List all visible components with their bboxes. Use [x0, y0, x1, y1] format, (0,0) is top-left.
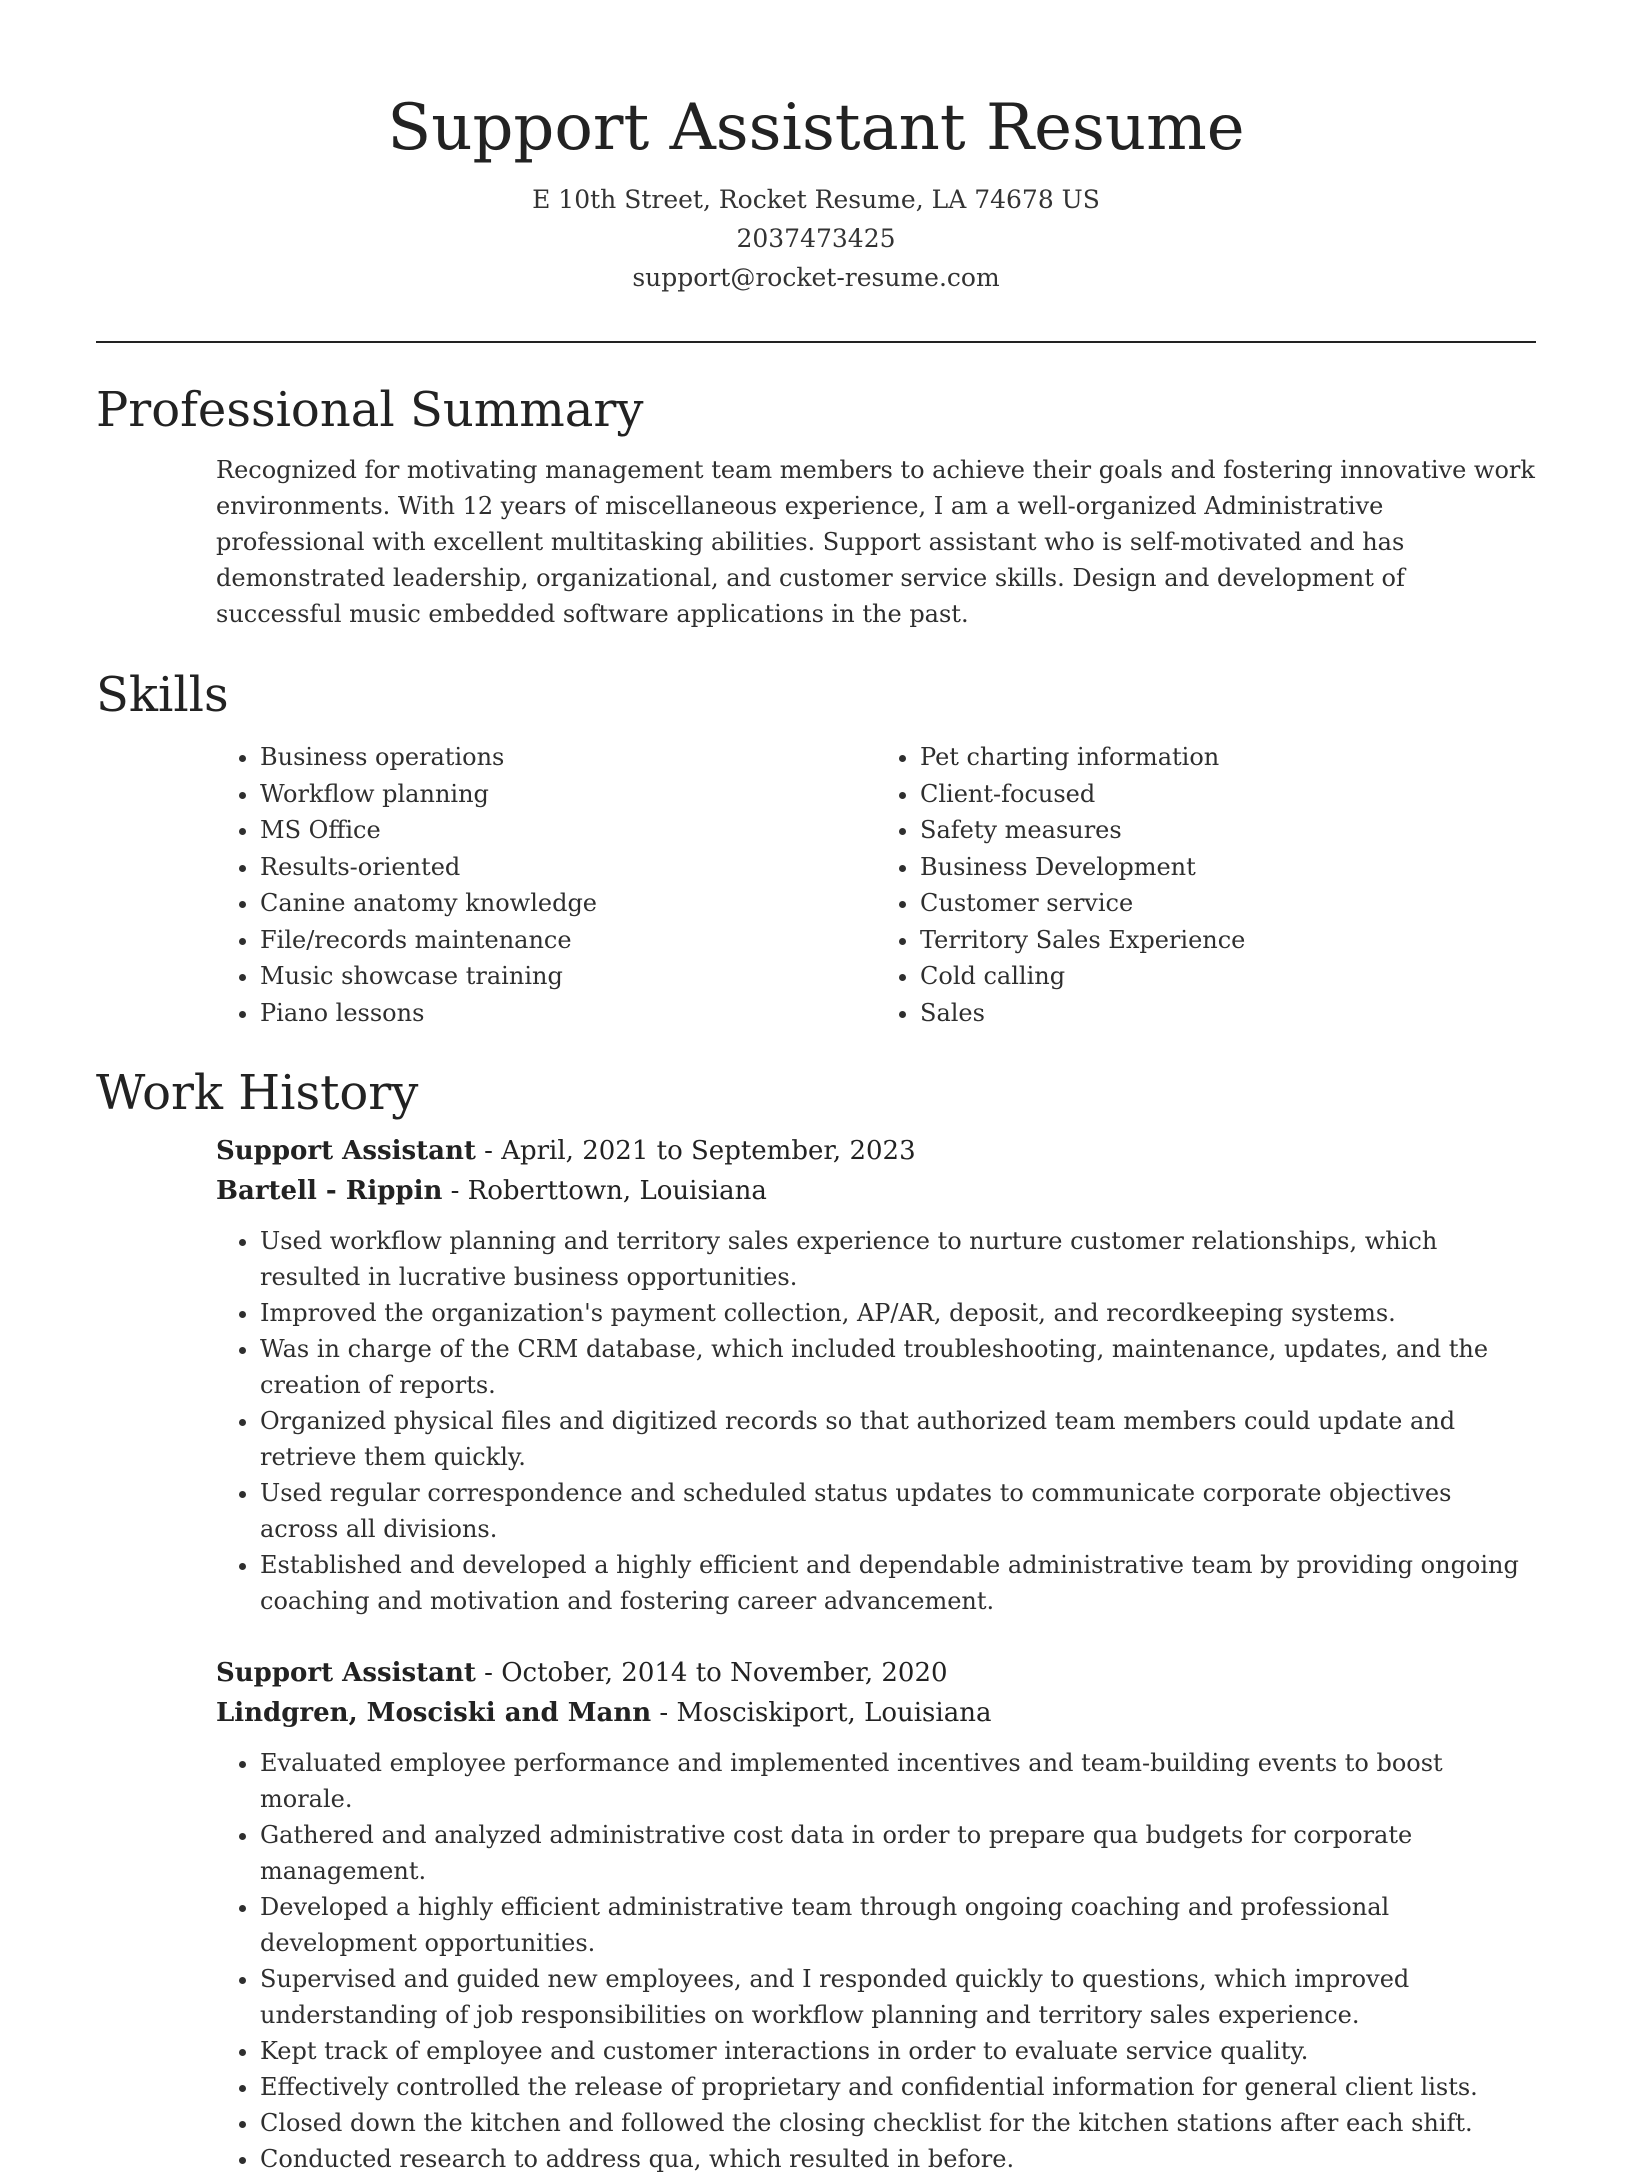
job-dates: - October, 2014 to November, 2020	[475, 1658, 948, 1688]
job-bullet: • Effectively controlled the release of proprietary and confidential information for general client lists.	[260, 2069, 1536, 2105]
job-title-line	[216, 1131, 1536, 1171]
job-bullet: • Kept track of employee and customer interactions in order to evaluate service quality.	[260, 2033, 1536, 2069]
job-bullet: • Was in charge of the CRM database, which included troubleshooting, maintenance, updates, and the creation of reports.	[260, 1331, 1536, 1403]
skill-item: • Cold calling	[920, 958, 1536, 995]
skill-item: • MS Office	[260, 812, 876, 849]
job-bullets	[216, 1745, 1536, 2177]
job-bullet: • Improved the organization's payment collection, AP/AR, deposit, and recordkeeping systems.	[260, 1295, 1536, 1331]
skill-item: • Piano lessons	[260, 995, 876, 1032]
job-bullet: • Used workflow planning and territory sales experience to nurture customer relationships, which resulted in lucrative business opportunities.	[260, 1223, 1536, 1295]
work-history-heading: Work History	[96, 1065, 419, 1121]
job-company-line	[216, 1171, 1536, 1211]
job-bullet: • Conducted research to address qua, which resulted in before.	[260, 2141, 1536, 2177]
job-company: Bartell - Rippin	[216, 1176, 443, 1206]
job-role: Support Assistant	[216, 1658, 476, 1688]
skill-item: • Territory Sales Experience	[920, 922, 1536, 959]
job-bullet: • Used regular correspondence and scheduled status updates to communicate corporate objectives across all divisions.	[260, 1475, 1536, 1547]
skill-item: • Client-focused	[920, 776, 1536, 813]
skills-left-column	[216, 739, 876, 1031]
job-bullet: • Evaluated employee performance and implemented incentives and team-building events to boost morale.	[260, 1745, 1536, 1817]
summary-content	[216, 452, 1536, 632]
skill-item: • Pet charting information	[920, 739, 1536, 776]
resume-header	[0, 0, 1632, 297]
header-divider	[96, 341, 1536, 343]
job-company-line	[216, 1693, 1536, 1733]
job-bullet: • Developed a highly efficient administrative team through ongoing coaching and professional development opportunities.	[260, 1889, 1536, 1961]
skill-item: • Workflow planning	[260, 776, 876, 813]
job-location: - Roberttown, Louisiana	[442, 1176, 767, 1206]
contact-block	[0, 180, 1632, 297]
address: E 10th Street, Rocket Resume, LA 74678 US	[532, 185, 1100, 214]
job-bullet: • Organized physical files and digitized records so that authorized team members could update and retrieve them quickly.	[260, 1403, 1536, 1475]
summary-heading: Professional Summary	[96, 382, 644, 438]
skill-item: • Results-oriented	[260, 849, 876, 886]
phone: 2037473425	[736, 224, 896, 253]
skills-heading: Skills	[96, 667, 229, 723]
job-bullet: • Supervised and guided new employees, and I responded quickly to questions, which improved understanding of job responsibilities on workflow planning and territory sales experience.	[260, 1961, 1536, 2033]
skill-item: • Sales	[920, 995, 1536, 1032]
work-history-section	[96, 1063, 1536, 2177]
job-bullet: • Established and developed a highly efficient and dependable administrative team by providing ongoing coaching and motivation and fostering career advancement.	[260, 1547, 1536, 1619]
skill-item: • Canine anatomy knowledge	[260, 885, 876, 922]
skill-item: • Customer service	[920, 885, 1536, 922]
skill-item: • Business operations	[260, 739, 876, 776]
job-company: Lindgren, Mosciski and Mann	[216, 1698, 652, 1728]
skill-item: • Music showcase training	[260, 958, 876, 995]
job-dates: - April, 2021 to September, 2023	[475, 1136, 916, 1166]
skill-item: • Business Development	[920, 849, 1536, 886]
skill-item: • Safety measures	[920, 812, 1536, 849]
email: support@rocket-resume.com	[632, 263, 1000, 292]
resume-title: Support Assistant Resume	[387, 91, 1245, 165]
job-bullet: • Gathered and analyzed administrative cost data in order to prepare qua budgets for corporate management.	[260, 1817, 1536, 1889]
job-bullets	[216, 1223, 1536, 1619]
job-entry	[216, 1131, 1536, 1619]
skills-grid	[216, 739, 1536, 1031]
skills-section	[96, 665, 1536, 1031]
job-bullet: • Closed down the kitchen and followed the closing checklist for the kitchen stations after each shift.	[260, 2105, 1536, 2141]
summary-text: Recognized for motivating management team members to achieve their goals and fostering innovative work environments. With 12 years of miscellaneous experience, I am a well-organized Administrative professional with excellent multitasking abilities. Support assistant who is self-motivated and has demonstrated leadership, organizational, and customer service skills. Design and development of successful music embedded software applications in the past.	[216, 456, 1535, 628]
job-location: - Mosciskiport, Louisiana	[651, 1698, 992, 1728]
job-title-line	[216, 1653, 1536, 1693]
summary-section	[96, 380, 1536, 632]
skill-item: • File/records maintenance	[260, 922, 876, 959]
job-role: Support Assistant	[216, 1136, 476, 1166]
skills-right-column	[876, 739, 1536, 1031]
job-entry	[216, 1653, 1536, 2177]
